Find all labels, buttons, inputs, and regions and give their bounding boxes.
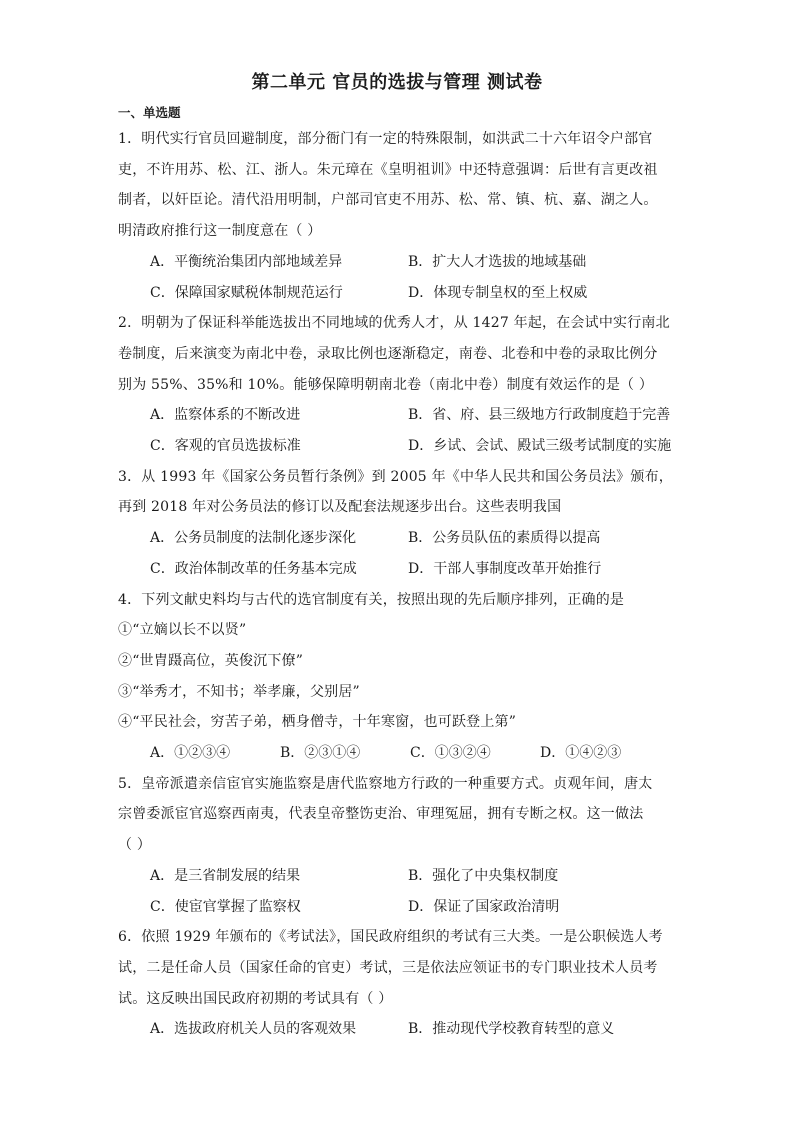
- option-d: D．体现专制皇权的至上权威: [408, 284, 588, 301]
- option-b: B．省、府、县三级地方行政制度趋于完善: [408, 407, 671, 424]
- options-row: [118, 278, 678, 309]
- question-text-line: ①“立嫡以长不以贤”: [118, 622, 247, 639]
- option-d: D．①④②③: [540, 745, 622, 762]
- option-a: A．①②③④: [150, 745, 231, 762]
- options-row: [118, 1014, 678, 1045]
- option-c: C．使宦官掌握了监察权: [150, 898, 301, 915]
- question-4: [118, 585, 678, 769]
- option-c: C．保障国家赋税体制规范运行: [150, 284, 343, 301]
- question-3: [118, 462, 678, 585]
- question-text-line: ④“平民社会，穷苦子弟，栖身僧寺，十年寒窗，也可跃登上第”: [118, 714, 517, 731]
- question-text-line: （ ）: [118, 837, 152, 854]
- question-text-line: 1．明代实行官员回避制度，部分衙门有一定的特殊限制，如洪武二十六年诏令户部官: [118, 131, 653, 147]
- question-text-line: 2．明朝为了保证科举能选拔出不同地域的优秀人才，从 1427 年起，在会试中实行南北: [118, 315, 670, 332]
- options-row: [118, 738, 678, 769]
- question-text-line: 别为 55%、35%和 10%。能够保障明朝南北卷（南北中卷）制度有效运作的是（ ）: [118, 376, 654, 393]
- question-6: [118, 922, 678, 1045]
- question-text-line: 制者，以奸臣论。清代沿用明制，户部司官吏不用苏、松、常、镇、杭、嘉、湖之人。: [118, 192, 658, 209]
- question-text-line: 卷制度，后来演变为南北中卷，录取比例也逐渐稳定，南卷、北卷和中卷的录取比例分: [118, 345, 658, 362]
- question-text-line: 宗曾委派宦官巡察西南夷，代表皇帝整饬吏治、审理冤屈，拥有专断之权。这一做法: [118, 806, 644, 823]
- question-text-line: ③“举秀才，不知书；举孝廉，父别居”: [118, 683, 360, 700]
- option-b: B．扩大人才选拔的地域基础: [408, 253, 587, 270]
- options-row: [118, 247, 678, 278]
- options-row: [118, 554, 678, 585]
- option-d: D．乡试、会试、殿试三级考试制度的实施: [408, 438, 672, 455]
- question-1: [118, 124, 678, 308]
- question-text-line: ②“世胄蹑高位，英俊沉下僚”: [118, 652, 304, 669]
- options-row: [118, 861, 678, 892]
- question-text-line: 6．依照 1929 年颁布的《考试法》，国民政府组织的考试有三大类。一是公职候选人考: [118, 929, 663, 946]
- question-text-line: 明清政府推行这一制度意在（ ）: [118, 223, 322, 240]
- question-text-line: 5．皇帝派遣亲信宦官实施监察是唐代监察地方行政的一种重要方式。贞观年间，唐太: [118, 775, 653, 792]
- question-2: [118, 308, 678, 462]
- option-a: A．平衡统治集团内部地域差异: [150, 253, 343, 270]
- options-row: [118, 431, 678, 462]
- option-c: C．①③②④: [410, 745, 491, 762]
- options-row: [118, 523, 678, 554]
- options-row: [118, 892, 678, 923]
- option-a: A．是三省制发展的结果: [150, 867, 301, 884]
- option-d: D．干部人事制度改革开始推行: [408, 560, 602, 577]
- option-a: A．监察体系的不断改进: [150, 407, 301, 424]
- question-text-line: 4．下列文献史料均与古代的选官制度有关，按照出现的先后顺序排列，正确的是: [118, 591, 625, 608]
- option-c: C．客观的官员选拔标准: [150, 438, 301, 455]
- question-text-line: 再到 2018 年对公务员法的修订以及配套法规逐步出台。这些表明我国: [118, 499, 562, 516]
- question-list: [118, 124, 678, 1045]
- page-title: 第二单元 官员的选拔与管理 测试卷: [251, 72, 543, 93]
- section-heading: 一、单选题: [118, 105, 181, 120]
- options-row: [118, 400, 678, 431]
- option-a: A．选拔政府机关人员的客观效果: [150, 1021, 357, 1038]
- question-5: [118, 769, 678, 923]
- option-b: B．强化了中央集权制度: [408, 867, 559, 884]
- option-a: A．公务员制度的法制化逐步深化: [150, 530, 357, 547]
- option-b: B．公务员队伍的素质得以提高: [408, 530, 601, 547]
- option-c: C．政治体制改革的任务基本完成: [150, 560, 357, 577]
- question-text-line: 3．从 1993 年《国家公务员暂行条例》到 2005 年《中华人民共和国公务员法》颁布，: [118, 468, 673, 485]
- question-text-line: 试，二是任命人员（国家任命的官吏）考试，三是依法应领证书的专门职业技术人员考: [118, 959, 658, 976]
- option-d: D．保证了国家政治清明: [408, 898, 560, 915]
- question-text-line: 试。这反映出国民政府初期的考试具有（ ）: [118, 990, 393, 1007]
- option-b: B．②③①④: [280, 745, 361, 762]
- option-b: B．推动现代学校教育转型的意义: [408, 1021, 615, 1038]
- question-text-line: 吏，不许用苏、松、江、浙人。朱元璋在《皇明祖训》中还特意强调：后世有言更改祖: [118, 161, 658, 178]
